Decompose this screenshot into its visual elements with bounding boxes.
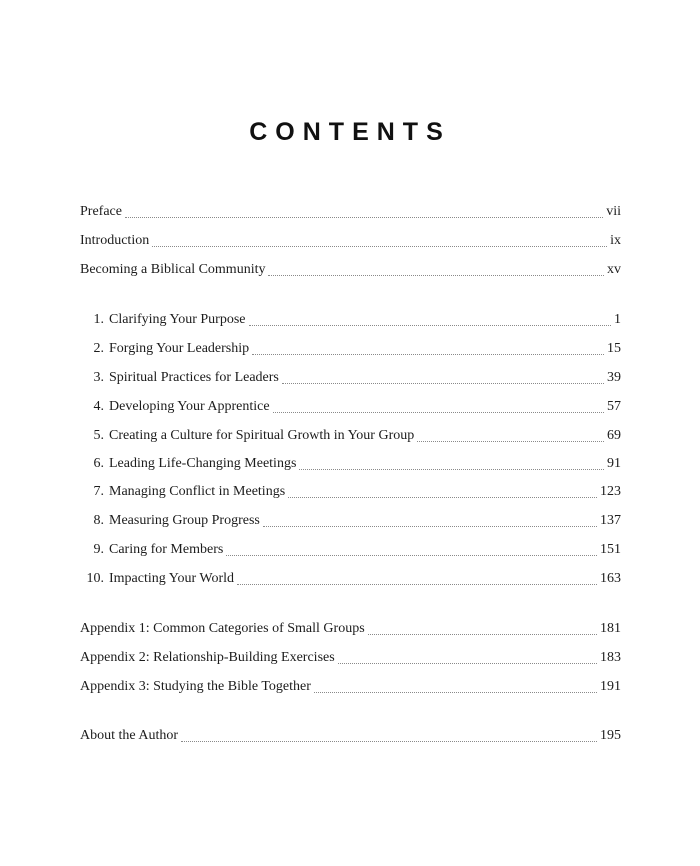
dot-leader (263, 521, 597, 527)
dot-leader (226, 550, 597, 556)
chapter-number: 9. (93, 542, 104, 557)
entry-title: Preface (80, 204, 122, 219)
entry-title: Caring for Members (109, 542, 224, 557)
entry-title: Forging Your Leadership (109, 341, 250, 356)
toc-entry-chapter-2[interactable] (80, 339, 621, 359)
entry-title: Measuring Group Progress (109, 513, 260, 528)
dot-leader (282, 378, 604, 384)
entry-page: 69 (607, 428, 621, 443)
chapter-number: 10. (86, 571, 104, 586)
chapter-number: 7. (93, 484, 104, 499)
entry-page: 123 (600, 484, 621, 499)
dot-leader (273, 407, 604, 413)
entry-page: 183 (600, 650, 621, 665)
entry-title: Creating a Culture for Spiritual Growth in Your Group (109, 428, 415, 443)
entry-page: 137 (600, 513, 621, 528)
entry-page: 195 (600, 728, 621, 743)
entry-title: Leading Life-Changing Meetings (109, 456, 297, 471)
toc-entry-introduction[interactable] (80, 231, 621, 251)
toc-entry-biblical-community[interactable] (80, 260, 621, 280)
entry-title: Appendix 3: Studying the Bible Together (80, 679, 311, 694)
dot-leader (299, 464, 604, 470)
chapter-number: 3. (93, 370, 104, 385)
dot-leader (252, 349, 604, 355)
entry-title: Becoming a Biblical Community (80, 262, 266, 277)
entry-title: About the Author (80, 728, 178, 743)
toc-entry-chapter-4[interactable] (80, 397, 621, 417)
dot-leader (288, 492, 597, 498)
toc-entry-about-the-author[interactable] (80, 726, 621, 746)
entry-title: Appendix 2: Relationship-Building Exercises (80, 650, 335, 665)
chapter-number: 4. (93, 399, 104, 414)
entry-page: 163 (600, 571, 621, 586)
dot-leader (152, 241, 607, 247)
chapter-number: 2. (93, 341, 104, 356)
toc-entry-chapter-1[interactable] (80, 310, 621, 330)
entry-page: 191 (600, 679, 621, 694)
entry-page: 91 (607, 456, 621, 471)
entry-page: vii (606, 204, 621, 219)
entry-page: xv (607, 262, 621, 277)
entry-title: Introduction (80, 233, 150, 248)
dot-leader (314, 687, 597, 693)
chapter-number: 5. (93, 428, 104, 443)
entry-title: Developing Your Apprentice (109, 399, 270, 414)
dot-leader (237, 579, 597, 585)
entry-page: 57 (607, 399, 621, 414)
toc-entry-chapter-10[interactable] (80, 569, 621, 589)
entry-page: 181 (600, 621, 621, 636)
entry-page: 15 (607, 341, 621, 356)
toc-entry-chapter-8[interactable] (80, 511, 621, 531)
toc-entry-chapter-5[interactable] (80, 426, 621, 446)
toc-entry-appendix-1[interactable] (80, 619, 621, 639)
entry-title: Clarifying Your Purpose (109, 312, 246, 327)
entry-page: ix (610, 233, 621, 248)
entry-page: 39 (607, 370, 621, 385)
toc-entry-appendix-2[interactable] (80, 648, 621, 668)
toc-entry-appendix-3[interactable] (80, 677, 621, 697)
dot-leader (268, 270, 604, 276)
entry-title: Managing Conflict in Meetings (109, 484, 286, 499)
toc-entry-chapter-3[interactable] (80, 368, 621, 388)
dot-leader (181, 736, 597, 742)
dot-leader (368, 629, 597, 635)
dot-leader (125, 212, 603, 218)
chapter-number: 1. (93, 312, 104, 327)
entry-title: Impacting Your World (109, 571, 235, 586)
chapter-number: 6. (93, 456, 104, 471)
dot-leader (338, 658, 597, 664)
dot-leader (249, 320, 611, 326)
entry-page: 151 (600, 542, 621, 557)
entry-title: Spiritual Practices for Leaders (109, 370, 279, 385)
page-title: CONTENTS (249, 118, 451, 146)
toc-entry-chapter-9[interactable] (80, 540, 621, 560)
toc-entry-chapter-6[interactable] (80, 454, 621, 474)
entry-title: Appendix 1: Common Categories of Small Groups (80, 621, 365, 636)
toc-entry-preface[interactable] (80, 202, 621, 222)
toc-entry-chapter-7[interactable] (80, 482, 621, 502)
entry-page: 1 (614, 312, 621, 327)
chapter-number: 8. (93, 513, 104, 528)
dot-leader (417, 436, 604, 442)
